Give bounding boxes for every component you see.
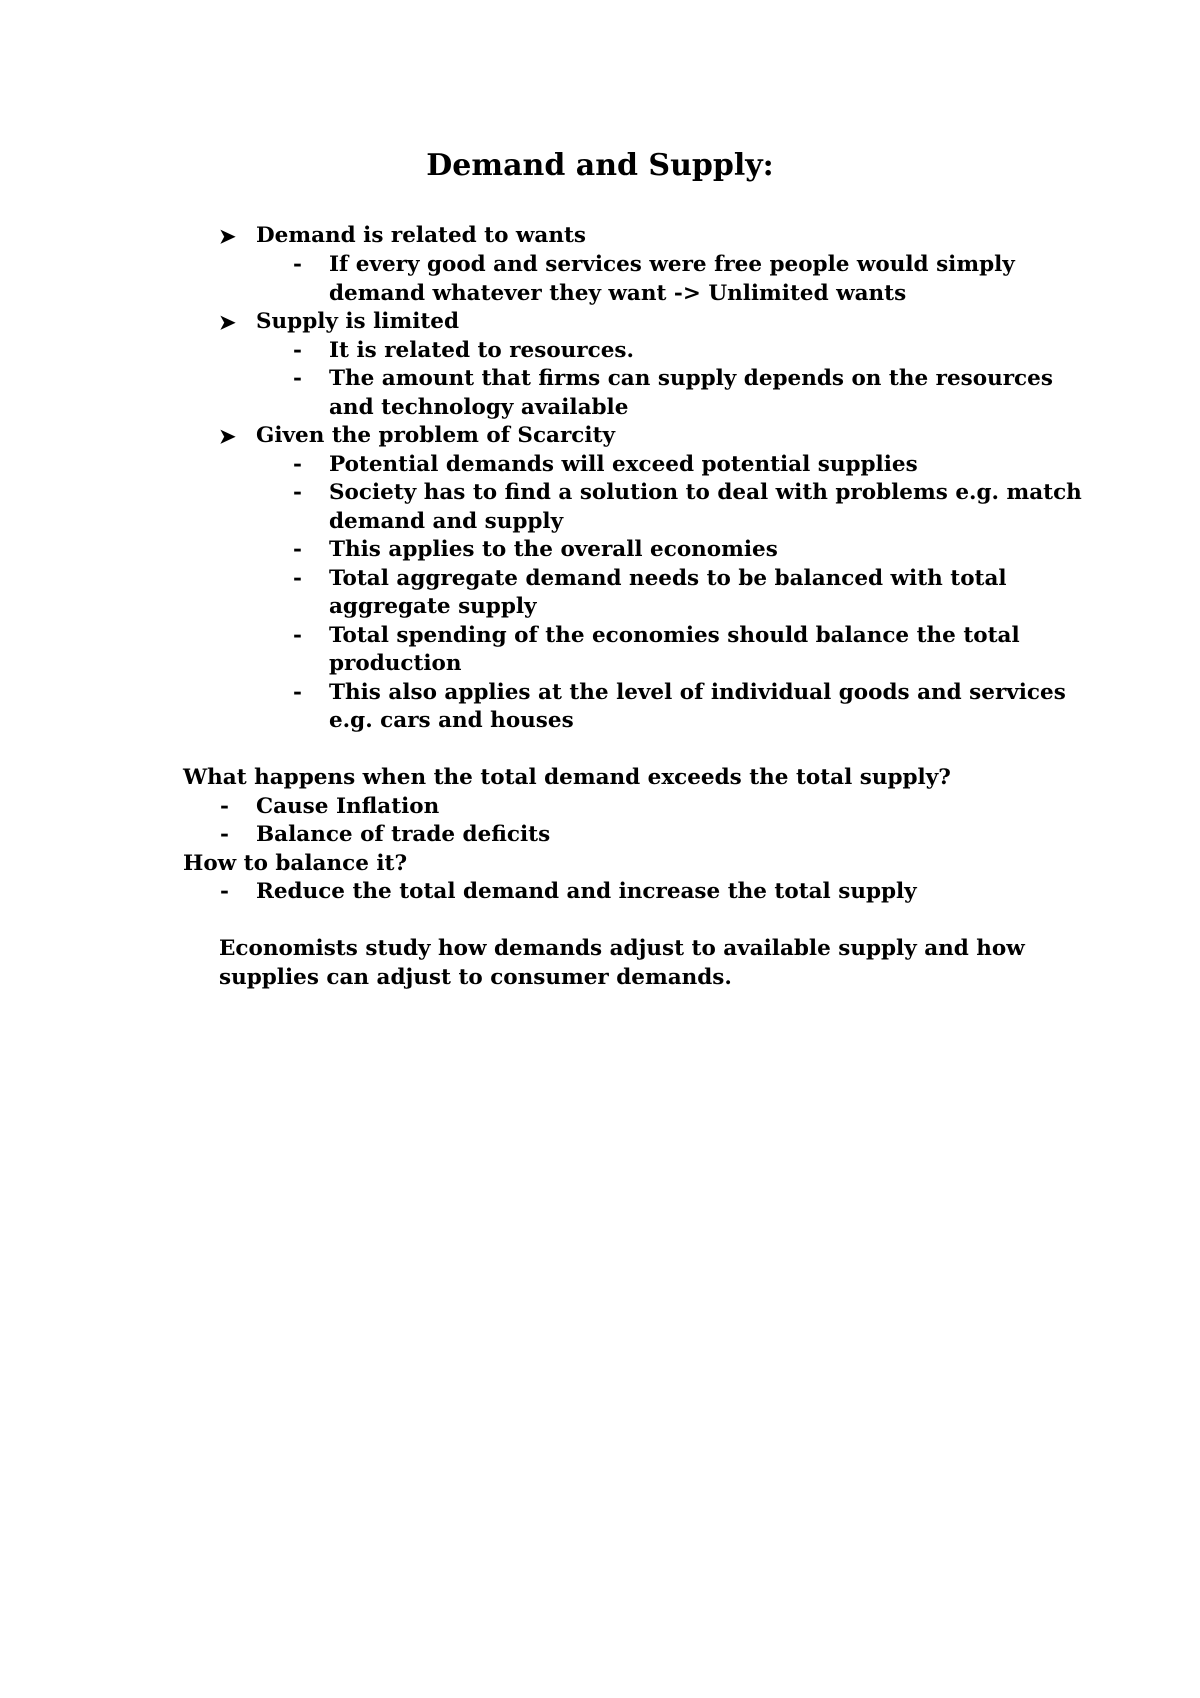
bullet-arrow-icon: ➤ <box>219 424 236 448</box>
bullet-arrow-icon: ➤ <box>219 310 236 334</box>
section-heading: Demand is related to wants <box>256 223 587 248</box>
answer-item: Cause Inflation <box>256 794 440 819</box>
dash-marker: - <box>293 452 302 477</box>
dash-marker: - <box>220 794 229 819</box>
dash-marker: - <box>293 537 302 562</box>
page-title: Demand and Supply: <box>426 148 774 183</box>
list-item: Total aggregate demand needs to be balanced with total <box>329 566 1007 591</box>
dash-marker: - <box>293 480 302 505</box>
answer-item: Reduce the total demand and increase the total supply <box>256 879 917 904</box>
list-item: If every good and services were free people would simply <box>329 252 1015 277</box>
list-item-continued: e.g. cars and houses <box>329 708 574 733</box>
list-item: This applies to the overall economies <box>329 537 778 562</box>
question-text: What happens when the total demand exceeds the total supply? <box>183 765 951 790</box>
dash-marker: - <box>293 252 302 277</box>
bullet-arrow-icon: ➤ <box>219 224 236 248</box>
dash-marker: - <box>293 366 302 391</box>
dash-marker: - <box>293 566 302 591</box>
section-heading: Supply is limited <box>256 309 460 334</box>
list-item: Total spending of the economies should balance the total <box>329 623 1020 648</box>
list-item: It is related to resources. <box>329 338 634 363</box>
list-item: The amount that firms can supply depends on the resources <box>329 366 1053 391</box>
list-item: This also applies at the level of individual goods and services <box>329 680 1066 705</box>
answer-item: Balance of trade deficits <box>256 822 551 847</box>
section-heading: Given the problem of Scarcity <box>256 423 615 448</box>
conclusion-paragraph-continued: supplies can adjust to consumer demands. <box>219 965 732 990</box>
list-item-continued: demand and supply <box>329 509 564 534</box>
dash-marker: - <box>220 879 229 904</box>
dash-marker: - <box>293 338 302 363</box>
dash-marker: - <box>293 623 302 648</box>
list-item-continued: and technology available <box>329 395 629 420</box>
question-text: How to balance it? <box>183 851 408 876</box>
list-item-continued: production <box>329 651 462 676</box>
dash-marker: - <box>220 822 229 847</box>
conclusion-paragraph: Economists study how demands adjust to available supply and how <box>219 936 1025 961</box>
dash-marker: - <box>293 680 302 705</box>
list-item-continued: demand whatever they want -> Unlimited wants <box>329 281 907 306</box>
list-item-continued: aggregate supply <box>329 594 537 619</box>
list-item: Society has to find a solution to deal with problems e.g. match <box>329 480 1082 505</box>
list-item: Potential demands will exceed potential supplies <box>329 452 918 477</box>
